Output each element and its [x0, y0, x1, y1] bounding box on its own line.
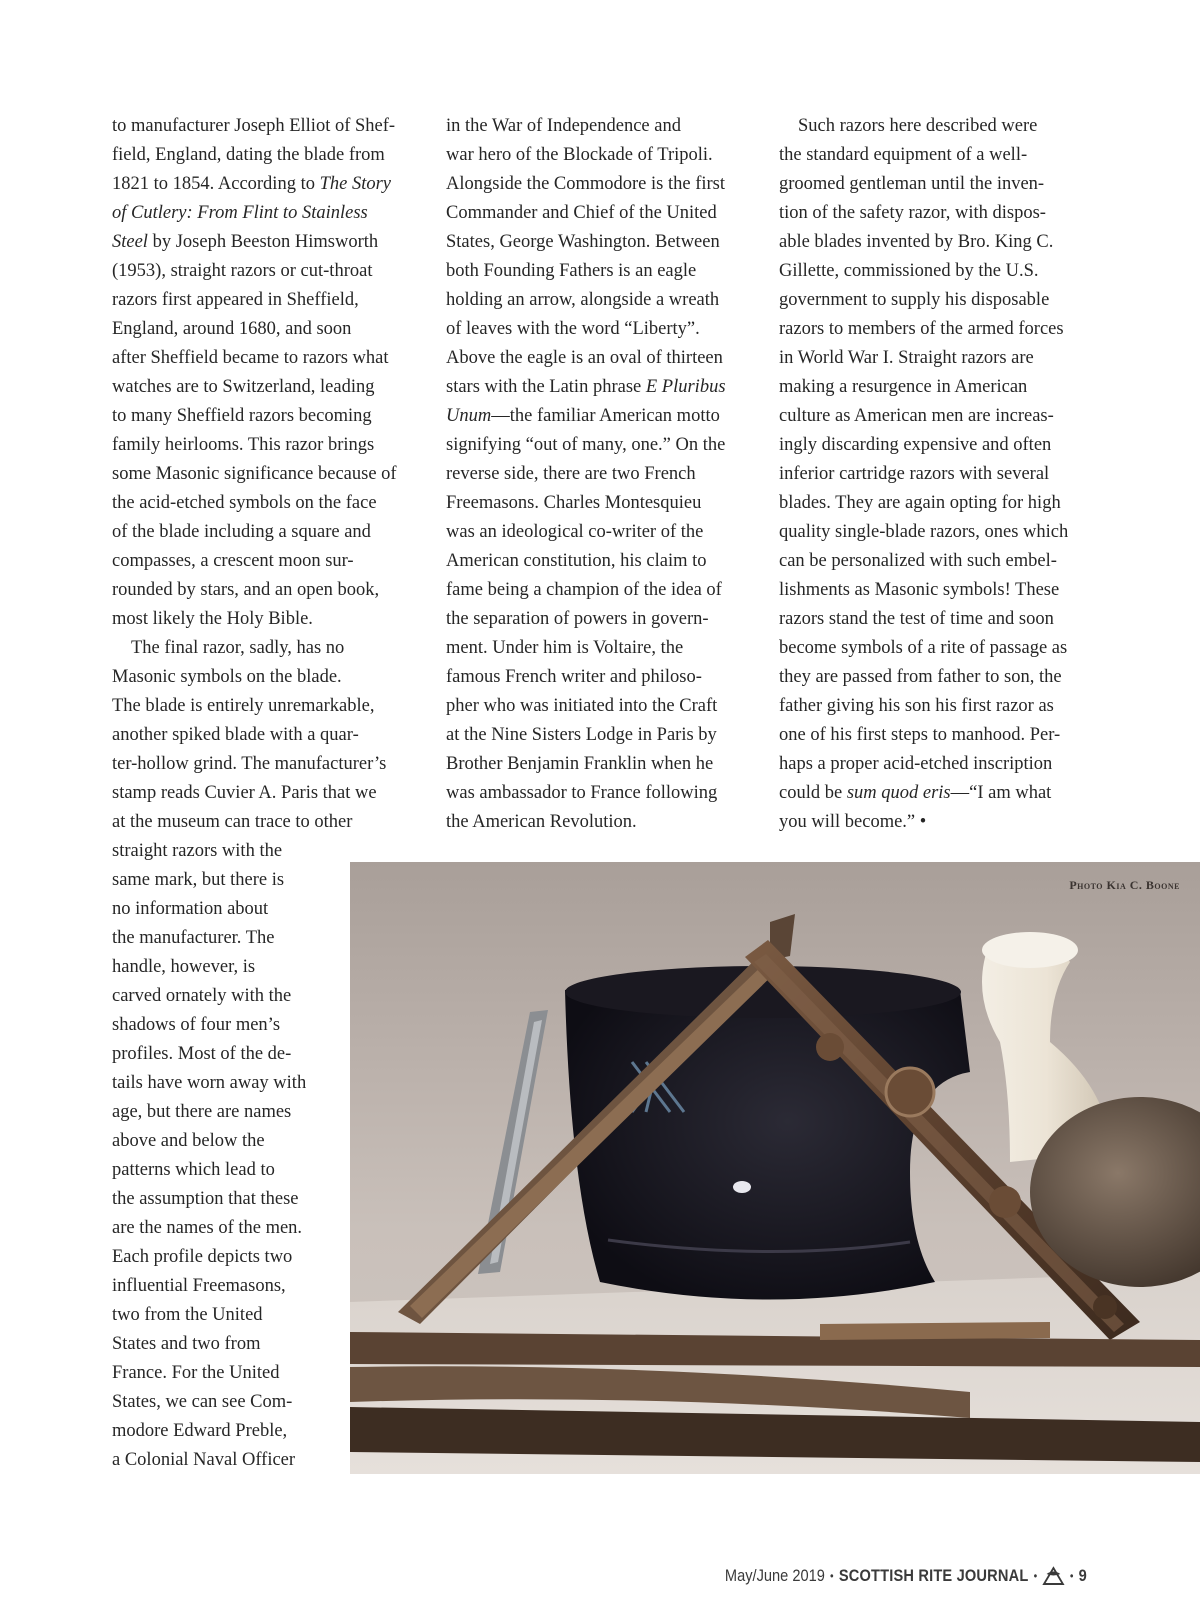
- text-line: tails have worn away with: [112, 1073, 307, 1093]
- text-line: Masonic symbols on the blade.: [112, 667, 342, 687]
- text-run: by Joseph Beeston Himsworth: [147, 232, 379, 252]
- text-line: ter-hollow grind. The manufacturer’s: [112, 754, 387, 774]
- text-line: after Sheffield became to razors what: [112, 348, 389, 368]
- text-line: The final razor, sadly, has no: [131, 638, 345, 658]
- text-run: 1821 to 1854. According to: [112, 174, 320, 194]
- text-line: The blade is entirely unremarkable,: [112, 696, 375, 716]
- text-line: was ambassador to France following: [446, 783, 718, 803]
- text-line: influential Freemasons,: [112, 1276, 286, 1296]
- razors-photo: [350, 862, 1200, 1474]
- text-line: ment. Under him is Voltaire, the: [446, 638, 684, 658]
- text-line: Each profile depicts two: [112, 1247, 293, 1267]
- text-line: same mark, but there is: [112, 870, 285, 890]
- text-line: reverse side, there are two French: [446, 464, 696, 484]
- double-headed-eagle-triangle-icon: [1043, 1566, 1065, 1586]
- text-line: a Colonial Naval Officer: [112, 1450, 296, 1470]
- text-line: States, George Washington. Between: [446, 232, 720, 252]
- text-line: in World War I. Straight razors are: [779, 348, 1034, 368]
- text-line: watches are to Switzerland, leading: [112, 377, 375, 397]
- text-line: the manufacturer. The: [112, 928, 275, 948]
- text-line: (1953), straight razors or cut-throat: [112, 261, 373, 281]
- text-line: razors to members of the armed forces: [779, 319, 1064, 339]
- text-line: handle, however, is: [112, 957, 256, 977]
- text-line: Such razors here described were: [798, 116, 1038, 136]
- text-line: most likely the Holy Bible.: [112, 609, 313, 629]
- text-line: France. For the United: [112, 1363, 280, 1383]
- page-footer: [725, 1566, 1087, 1586]
- text-line: above and below the: [112, 1131, 265, 1151]
- footer-separator: •: [830, 1569, 834, 1583]
- text-line: in the War of Independence and: [446, 116, 681, 136]
- text-line: famous French writer and philoso-: [446, 667, 702, 687]
- text-line: [112, 228, 424, 257]
- text-line: signifying “out of many, one.” On the: [446, 435, 726, 455]
- text-line: blades. They are again opting for high: [779, 493, 1061, 513]
- italic-run: E Pluribus: [645, 377, 726, 397]
- text-line: war hero of the Blockade of Tripoli.: [446, 145, 713, 165]
- text-line: of leaves with the word “Liberty”.: [446, 319, 700, 339]
- text-line: another spiked blade with a quar-: [112, 725, 359, 745]
- text-line: compasses, a crescent moon sur-: [112, 551, 354, 571]
- text-line: rounded by stars, and an open book,: [112, 580, 380, 600]
- text-line: government to supply his disposable: [779, 290, 1050, 310]
- text-line: you will become.” •: [779, 812, 927, 832]
- text-line: profiles. Most of the de-: [112, 1044, 292, 1064]
- text-line: the assumption that these: [112, 1189, 299, 1209]
- italic-run: sum quod eris: [846, 783, 951, 803]
- text-line: field, England, dating the blade from: [112, 145, 385, 165]
- text-line: States and two from: [112, 1334, 261, 1354]
- footer-separator: •: [1033, 1569, 1038, 1583]
- text-line: straight razors with the: [112, 841, 283, 861]
- text-run: —the familiar American motto: [491, 406, 720, 426]
- text-line: lishments as Masonic symbols! These: [779, 580, 1060, 600]
- text-line: they are passed from father to son, the: [779, 667, 1062, 687]
- text-line: [446, 402, 758, 431]
- text-line: [112, 170, 424, 199]
- text-line: groomed gentleman until the inven-: [779, 174, 1045, 194]
- page-number: 9: [1078, 1566, 1087, 1585]
- text-line: American constitution, his claim to: [446, 551, 707, 571]
- text-line: to manufacturer Joseph Elliot of Shef-: [112, 116, 396, 136]
- text-line: Freemasons. Charles Montesquieu: [446, 493, 702, 513]
- text-line: [446, 373, 758, 402]
- text-line: at the Nine Sisters Lodge in Paris by: [446, 725, 717, 745]
- journal-name: SCOTTISH RITE JOURNAL: [838, 1566, 1029, 1585]
- text-line: Brother Benjamin Franklin when he: [446, 754, 714, 774]
- text-line: Above the eagle is an oval of thirteen: [446, 348, 723, 368]
- footer-separator: •: [1070, 1569, 1074, 1583]
- text-line: was an ideological co-writer of the: [446, 522, 704, 542]
- text-line: both Founding Fathers is an eagle: [446, 261, 697, 281]
- text-line: [779, 779, 1091, 808]
- text-line: to many Sheffield razors becoming: [112, 406, 372, 426]
- text-line: become symbols of a rite of passage as: [779, 638, 1068, 658]
- text-line: family heirlooms. This razor brings: [112, 435, 375, 455]
- italic-run: The Story: [319, 174, 392, 194]
- italic-run: of Cutlery: From Flint to Stainless: [112, 203, 368, 223]
- text-run: could be: [779, 783, 847, 803]
- text-line: stamp reads Cuvier A. Paris that we: [112, 783, 377, 803]
- text-line: pher who was initiated into the Craft: [446, 696, 718, 716]
- issue-date: May/June 2019: [725, 1566, 826, 1585]
- text-line: one of his first steps to manhood. Per-: [779, 725, 1061, 745]
- text-line: razors stand the test of time and soon: [779, 609, 1054, 629]
- italic-run: Steel: [112, 232, 148, 252]
- text-line: are the names of the men.: [112, 1218, 303, 1238]
- text-line: shadows of four men’s: [112, 1015, 281, 1035]
- text-column-3: [779, 112, 1091, 837]
- text-line: quality single-blade razors, ones which: [779, 522, 1069, 542]
- text-line: razors first appeared in Sheffield,: [112, 290, 359, 310]
- text-column-2: [446, 112, 758, 837]
- text-line: Commander and Chief of the United: [446, 203, 717, 223]
- text-line: holding an arrow, alongside a wreath: [446, 290, 720, 310]
- text-line: modore Edward Preble,: [112, 1421, 288, 1441]
- text-line: at the museum can trace to other: [112, 812, 353, 832]
- text-line: States, we can see Com-: [112, 1392, 293, 1412]
- text-line: the acid-etched symbols on the face: [112, 493, 377, 513]
- text-line: England, around 1680, and soon: [112, 319, 352, 339]
- text-line: two from the United: [112, 1305, 263, 1325]
- text-line: Alongside the Commodore is the first: [446, 174, 726, 194]
- text-line: patterns which lead to: [112, 1160, 275, 1180]
- text-line: the standard equipment of a well-: [779, 145, 1028, 165]
- text-line: father giving his son his first razor as: [779, 696, 1054, 716]
- text-line: tion of the safety razor, with dispos-: [779, 203, 1046, 223]
- text-line: can be personalized with such embel-: [779, 551, 1057, 571]
- text-line: Gillette, commissioned by the U.S.: [779, 261, 1039, 281]
- photo-credit: Photo Kia C. Boone: [1069, 878, 1180, 892]
- text-run: stars with the Latin phrase: [446, 377, 646, 397]
- text-line: the separation of powers in govern-: [446, 609, 709, 629]
- text-line: inferior cartridge razors with several: [779, 464, 1050, 484]
- text-line: the American Revolution.: [446, 812, 637, 832]
- text-line: culture as American men are increas-: [779, 406, 1054, 426]
- text-line: some Masonic significance because of: [112, 464, 397, 484]
- razors-illustration: [350, 862, 1200, 1474]
- text-line: of the blade including a square and: [112, 522, 371, 542]
- text-line: fame being a champion of the idea of: [446, 580, 722, 600]
- text-line: ingly discarding expensive and often: [779, 435, 1052, 455]
- text-line: [112, 199, 424, 228]
- text-line: age, but there are names: [112, 1102, 292, 1122]
- text-line: able blades invented by Bro. King C.: [779, 232, 1054, 252]
- text-run: —“I am what: [950, 783, 1052, 803]
- text-line: no information about: [112, 899, 269, 919]
- text-line: haps a proper acid-etched inscription: [779, 754, 1053, 774]
- text-line: making a resurgence in American: [779, 377, 1028, 397]
- text-line: carved ornately with the: [112, 986, 292, 1006]
- italic-run: Unum: [446, 406, 492, 426]
